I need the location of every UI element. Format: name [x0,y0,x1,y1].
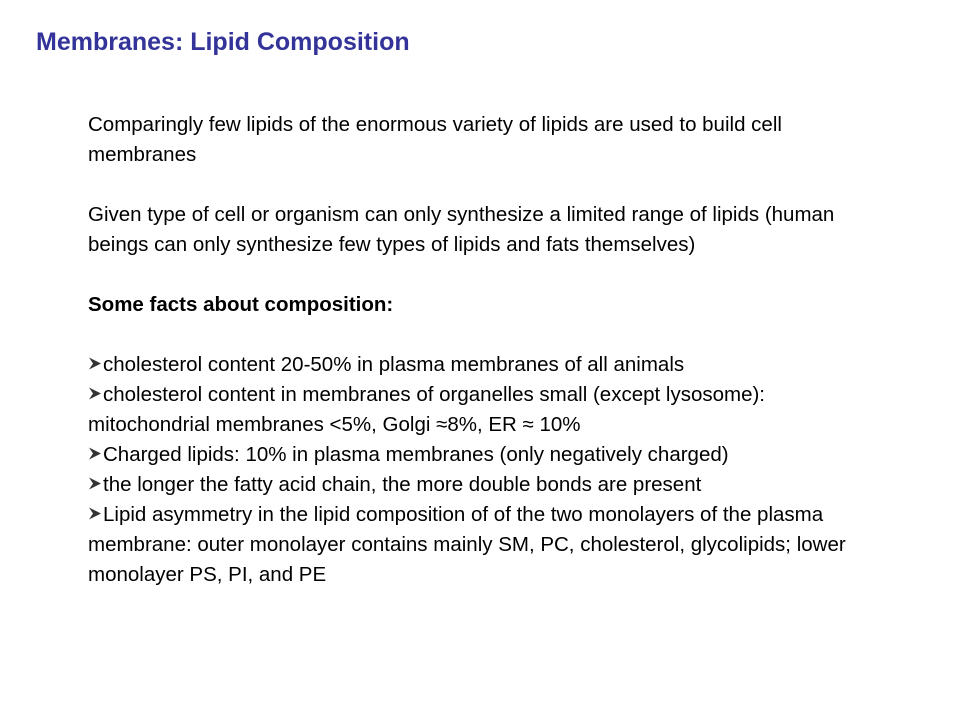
arrow-bullet-icon [88,477,102,490]
fact-text: cholesterol content in membranes of organelles small (except lysosome): mitochondrial membranes <5%, Golgi ≈8%, ER ≈ 10% [88,383,765,436]
facts-heading: Some facts about composition: [88,293,394,316]
spacer [88,170,888,200]
fact-item [88,380,888,440]
arrow-bullet-icon [88,507,102,520]
slide-body [88,110,888,590]
arrow-bullet-icon [88,357,102,370]
paragraph-synthesis-range: Given type of cell or organism can only synthesize a limited range of lipids (human beings can only synthesize few types of lipids and fats themselves) [88,203,835,256]
fact-item [88,440,888,470]
fact-item [88,470,888,500]
arrow-bullet-icon [88,447,102,460]
fact-text: the longer the fatty acid chain, the more double bonds are present [103,473,702,496]
spacer [88,260,888,290]
fact-item [88,500,888,590]
facts-list [88,350,888,590]
paragraph-lipid-variety: Comparingly few lipids of the enormous variety of lipids are used to build cell membranes [88,113,782,166]
spacer [88,320,888,350]
fact-item [88,350,888,380]
slide-title: Membranes: Lipid Composition [36,28,410,56]
arrow-bullet-icon [88,387,102,400]
fact-text: Charged lipids: 10% in plasma membranes (only negatively charged) [103,443,729,466]
fact-text: Lipid asymmetry in the lipid composition of of the two monolayers of the plasma membrane: outer monolayer contains mainly SM, PC, cholesterol, glycolipids; lower monolayer PS, PI, and PE [88,503,846,586]
fact-text: cholesterol content 20-50% in plasma membranes of all animals [103,353,685,376]
